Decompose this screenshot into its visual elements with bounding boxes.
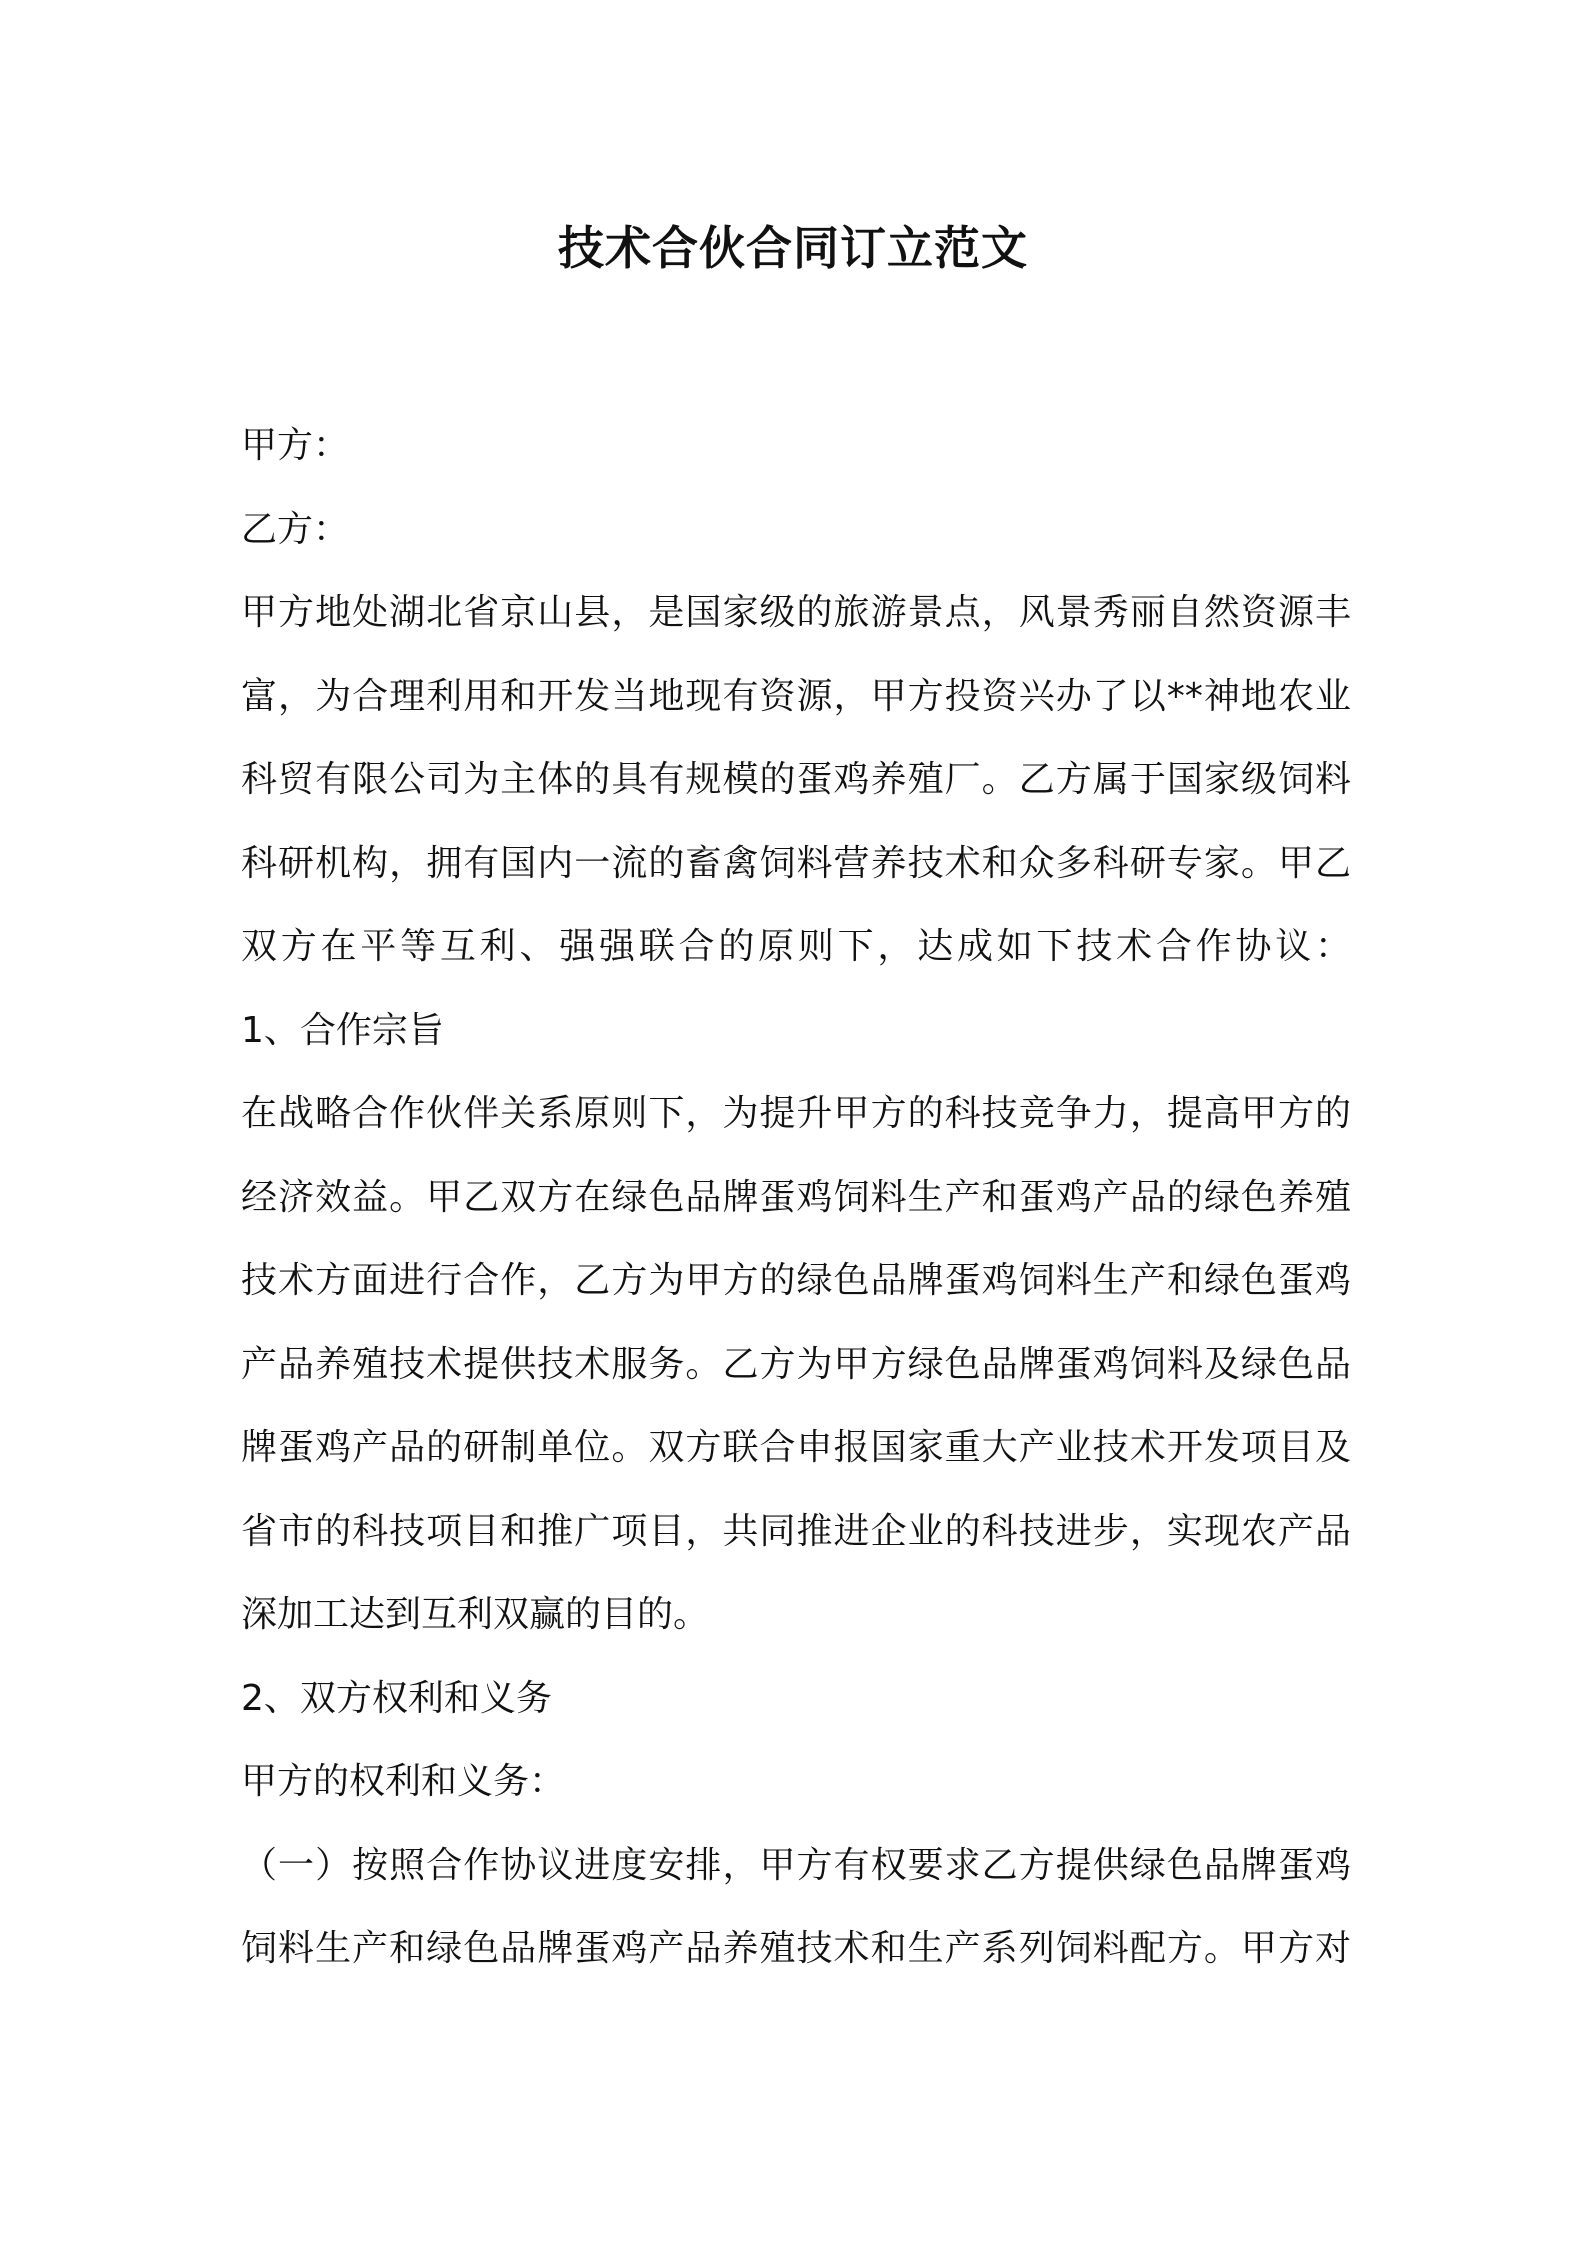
body-line: 甲方地处湖北省京山县，是国家级的旅游景点，风景秀丽自然资源丰 bbox=[241, 592, 1351, 633]
party-a-line: 甲方： bbox=[241, 425, 350, 466]
party-b-line: 乙方： bbox=[241, 508, 350, 550]
body-line: （一）按照合作协议进度安排，甲方有权要求乙方提供绿色品牌蛋鸡 bbox=[241, 1844, 1351, 1886]
body-line: 在战略合作伙伴关系原则下，为提升甲方的科技竞争力，提高甲方的 bbox=[241, 1093, 1351, 1134]
body-line: 富，为合理利用和开发当地现有资源，甲方投资兴办了以**神地农业 bbox=[241, 675, 1351, 717]
body-line: 科研机构，拥有国内一流的畜禽饲料营养技术和众多科研专家。甲乙 bbox=[241, 842, 1351, 884]
document-title: 技术合伙合同订立范文 bbox=[558, 221, 1028, 275]
body-line: 经济效益。甲乙双方在绿色品牌蛋鸡饲料生产和蛋鸡产品的绿色养殖 bbox=[241, 1176, 1351, 1218]
section-heading: 2、双方权利和义务 bbox=[241, 1677, 552, 1719]
body-line: 省市的科技项目和推广项目，共同推进企业的科技进步，实现农产品 bbox=[241, 1510, 1351, 1552]
body-line: 科贸有限公司为主体的具有规模的蛋鸡养殖厂。乙方属于国家级饲料 bbox=[241, 759, 1351, 800]
body-line: 饲料生产和绿色品牌蛋鸡产品养殖技术和生产系列饲料配方。甲方对 bbox=[241, 1928, 1351, 1969]
section-heading: 1、合作宗旨 bbox=[241, 1009, 444, 1051]
subsection-heading: 甲方的权利和义务： bbox=[241, 1761, 566, 1802]
body-line: 产品养殖技术提供技术服务。乙方为甲方绿色品牌蛋鸡饲料及绿色品 bbox=[241, 1343, 1351, 1385]
body-line: 技术方面进行合作，乙方为甲方的绿色品牌蛋鸡饲料生产和绿色蛋鸡 bbox=[241, 1260, 1351, 1301]
document-body bbox=[241, 404, 1351, 1991]
body-line: 深加工达到互利双赢的目的。 bbox=[241, 1594, 710, 1635]
body-line: 双方在平等互利、强强联合的原则下，达成如下技术合作协议： bbox=[241, 926, 1351, 967]
body-line: 牌蛋鸡产品的研制单位。双方联合申报国家重大产业技术开发项目及 bbox=[241, 1427, 1351, 1468]
